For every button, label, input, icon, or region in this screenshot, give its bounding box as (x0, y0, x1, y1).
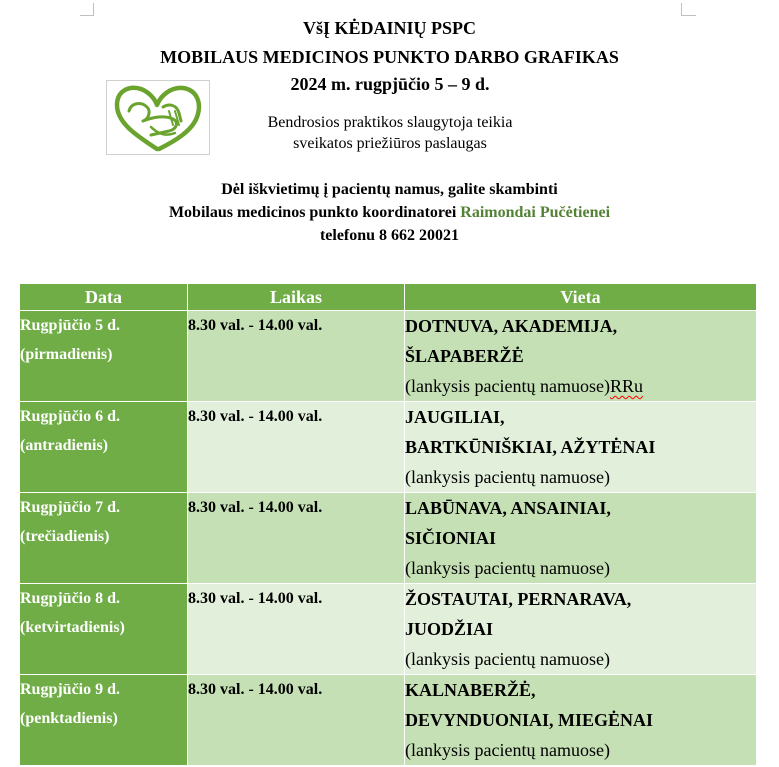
contact-phone: telefonu 8 662 20021 (319, 227, 460, 244)
place-cell (405, 584, 757, 675)
place-names-line2: ŠLAPABERŽĖ (405, 346, 524, 366)
weekday-text: (pirmadienis) (20, 346, 113, 363)
visit-note: (lankysis pacientų namuose) (405, 467, 610, 487)
date-text: Rugpjūčio 7 d. (20, 499, 121, 516)
place-names-line1: DOTNUVA, AKADEMIJA, (405, 316, 618, 336)
coordinator-prefix: Mobilaus medicinos punkto koordinatorei (168, 204, 461, 221)
date-cell (20, 311, 188, 402)
heart-hands-logo-icon (106, 80, 210, 155)
table-row (20, 311, 757, 402)
date-text: Rugpjūčio 6 d. (20, 408, 121, 425)
contact-coordinator (0, 202, 779, 223)
place-names-line2: DEVYNDUONIAI, MIEGĖNAI (405, 710, 654, 730)
visit-note-text: (lankysis pacientų namuose) (405, 376, 610, 396)
column-header-time: Laikas (188, 284, 405, 311)
place-names-line1: ŽOSTAUTAI, PERNARAVA, (405, 589, 632, 609)
date-cell (20, 584, 188, 675)
date-cell (20, 493, 188, 584)
contact-intro: Dėl iškvietimų į pacientų namus, galite skambinti (221, 181, 558, 198)
document-title: MOBILAUS MEDICINOS PUNKTO DARBO GRAFIKAS (160, 47, 619, 67)
date-cell (20, 402, 188, 493)
place-names-line1: KALNABERŽĖ, (405, 680, 536, 700)
place-names-line2: JUODŽIAI (405, 619, 494, 639)
spellcheck-flagged-text: RRu (609, 376, 643, 396)
place-cell (405, 311, 757, 402)
table-row (20, 584, 757, 675)
weekday-text: (trečiadienis) (20, 528, 110, 545)
visit-note: (lankysis pacientų namuose) (405, 558, 610, 578)
service-description-line1: Bendrosios praktikos slaugytoja teikia (267, 114, 513, 131)
page-corner-mark-left (80, 3, 94, 16)
weekday-text: (penktadienis) (20, 710, 118, 727)
visit-note: (lankysis pacientų namuose) (405, 649, 610, 669)
table-row (20, 675, 757, 766)
table-row (20, 402, 757, 493)
column-header-place: Vieta (405, 284, 757, 311)
time-cell: 8.30 val. - 14.00 val. (188, 584, 405, 675)
place-cell (405, 402, 757, 493)
service-description-line2: sveikatos priežiūros paslaugas (293, 135, 487, 152)
schedule-period: 2024 m. rugpjūčio 5 – 9 d. (290, 74, 490, 94)
place-cell (405, 493, 757, 584)
time-cell: 8.30 val. - 14.00 val. (188, 402, 405, 493)
time-cell: 8.30 val. - 14.00 val. (188, 675, 405, 766)
weekday-text: (ketvirtadienis) (20, 619, 125, 636)
place-cell (405, 675, 757, 766)
time-cell: 8.30 val. - 14.00 val. (188, 493, 405, 584)
coordinator-name: Raimondai Pučėtienei (460, 204, 611, 221)
table-row (20, 493, 757, 584)
date-cell (20, 675, 188, 766)
table-header-row (20, 284, 757, 311)
place-names-line2: BARTKŪNIŠKIAI, AŽYTĖNAI (405, 437, 656, 457)
visit-note (405, 371, 756, 401)
date-text: Rugpjūčio 5 d. (20, 317, 121, 334)
organization-title: VšĮ KĖDAINIŲ PSPC (302, 18, 477, 38)
place-names-line1: JAUGILIAI, (405, 407, 505, 427)
weekday-text: (antradienis) (20, 437, 108, 454)
time-cell: 8.30 val. - 14.00 val. (188, 311, 405, 402)
date-text: Rugpjūčio 9 d. (20, 681, 121, 698)
place-names-line2: SIČIONIAI (405, 528, 497, 548)
schedule-table (19, 283, 757, 766)
date-text: Rugpjūčio 8 d. (20, 590, 121, 607)
page-corner-mark-right (681, 3, 696, 16)
visit-note: (lankysis pacientų namuose) (405, 740, 610, 760)
logo-graphic (107, 81, 209, 154)
place-names-line1: LABŪNAVA, ANSAINIAI, (405, 498, 611, 518)
column-header-date: Data (20, 284, 188, 311)
